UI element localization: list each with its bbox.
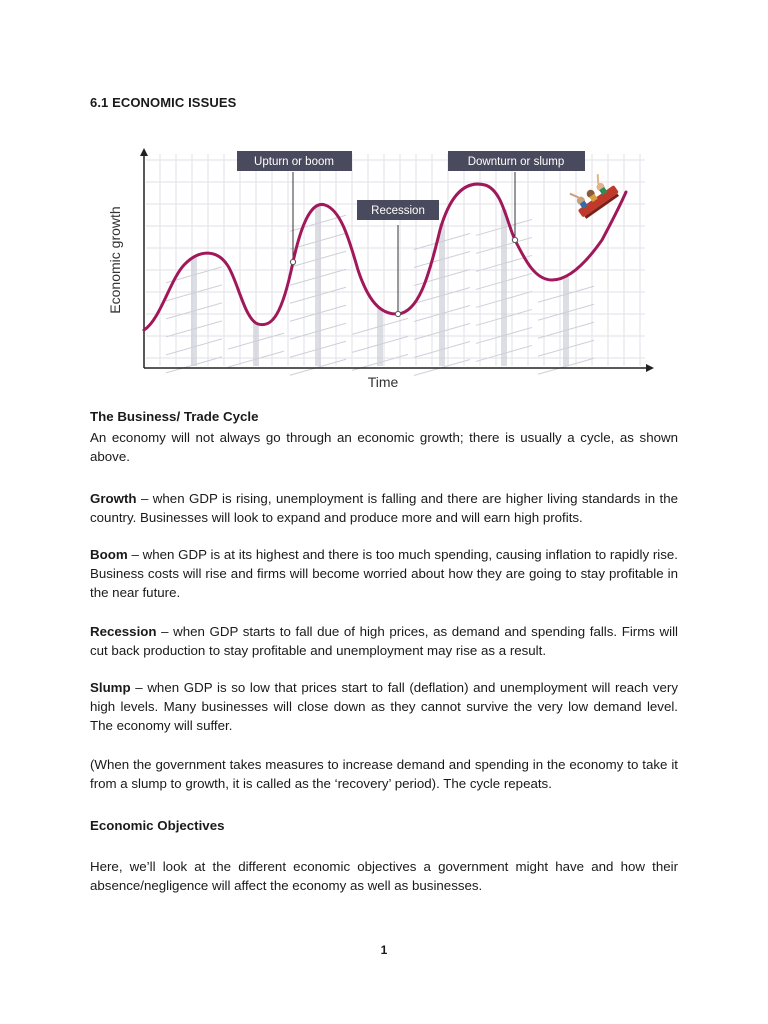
x-axis-arrow-icon	[646, 364, 654, 372]
definition-term: Boom	[90, 547, 128, 562]
y-axis-label: Economic growth	[107, 206, 123, 314]
definition-growth	[90, 489, 678, 527]
upturn-label-text: Upturn or boom	[254, 156, 334, 168]
page-number: 1	[380, 943, 388, 957]
business-cycle-text: An economy will not always go through an economic growth; there is usually a cycle, as shown above.	[90, 430, 678, 465]
downturn-label-text: Downturn or slump	[467, 156, 565, 168]
definition-text: – when GDP starts to fall due of high prices, as demand and spending falls. Firms will cut back production to stay profitable and unemployment may rise as a result.	[90, 624, 678, 659]
section-title: 6.1 ECONOMIC ISSUES	[90, 95, 237, 110]
business-cycle-diagram	[100, 140, 670, 400]
downturn-point	[512, 237, 517, 242]
definition-term: Recession	[90, 624, 157, 639]
definition-term: Growth	[90, 491, 137, 506]
y-axis-arrow-icon	[140, 148, 148, 156]
definition-text: – when GDP is so low that prices start to fall (deflation) and unemployment will reach very high levels. Many businesses will close down as they cannot survive the very low demand level. The economy will suffer.	[90, 680, 678, 734]
economic-objectives-text: Here, we’ll look at the different economic objectives a government might have and how their absence/negligence will affect the economy as well as businesses.	[90, 859, 678, 894]
definition-boom	[90, 545, 678, 603]
coaster-support	[377, 308, 383, 366]
recovery-note: (When the government takes measures to increase demand and spending in the economy to take it from a slump to growth, it is called as the ‘recovery’ period). The cycle repeats.	[90, 757, 678, 792]
coaster-support	[315, 205, 321, 366]
definition-text: – when GDP is rising, unemployment is falling and there are higher living standards in the country. Businesses will look to expand and produce more and will earn high profits.	[90, 491, 678, 526]
definition-term: Slump	[90, 680, 131, 695]
upturn-point	[290, 259, 295, 264]
rollercoaster-car-icon	[567, 170, 620, 220]
recession-point	[395, 311, 400, 316]
recession-label-text: Recession	[371, 205, 425, 217]
coaster-support	[501, 209, 507, 366]
recession-label	[357, 200, 439, 220]
x-axis-label: Time	[367, 374, 399, 390]
downturn-label	[448, 151, 585, 171]
business-cycle-heading: The Business/ Trade Cycle	[90, 409, 259, 424]
definition-slump	[90, 678, 678, 736]
economic-objectives-heading: Economic Objectives	[90, 818, 225, 833]
definition-recession	[90, 622, 678, 660]
definition-text: – when GDP is at its highest and there is too much spending, causing inflation to rapidly rise. Business costs will rise and firms will become worried about how they are going to stay profitable in the near future.	[90, 547, 678, 601]
business-cycle-svg	[100, 140, 670, 400]
diagram-grid	[146, 154, 645, 366]
upturn-label	[237, 151, 352, 171]
coaster-support	[563, 276, 569, 366]
coaster-supports	[166, 205, 594, 375]
